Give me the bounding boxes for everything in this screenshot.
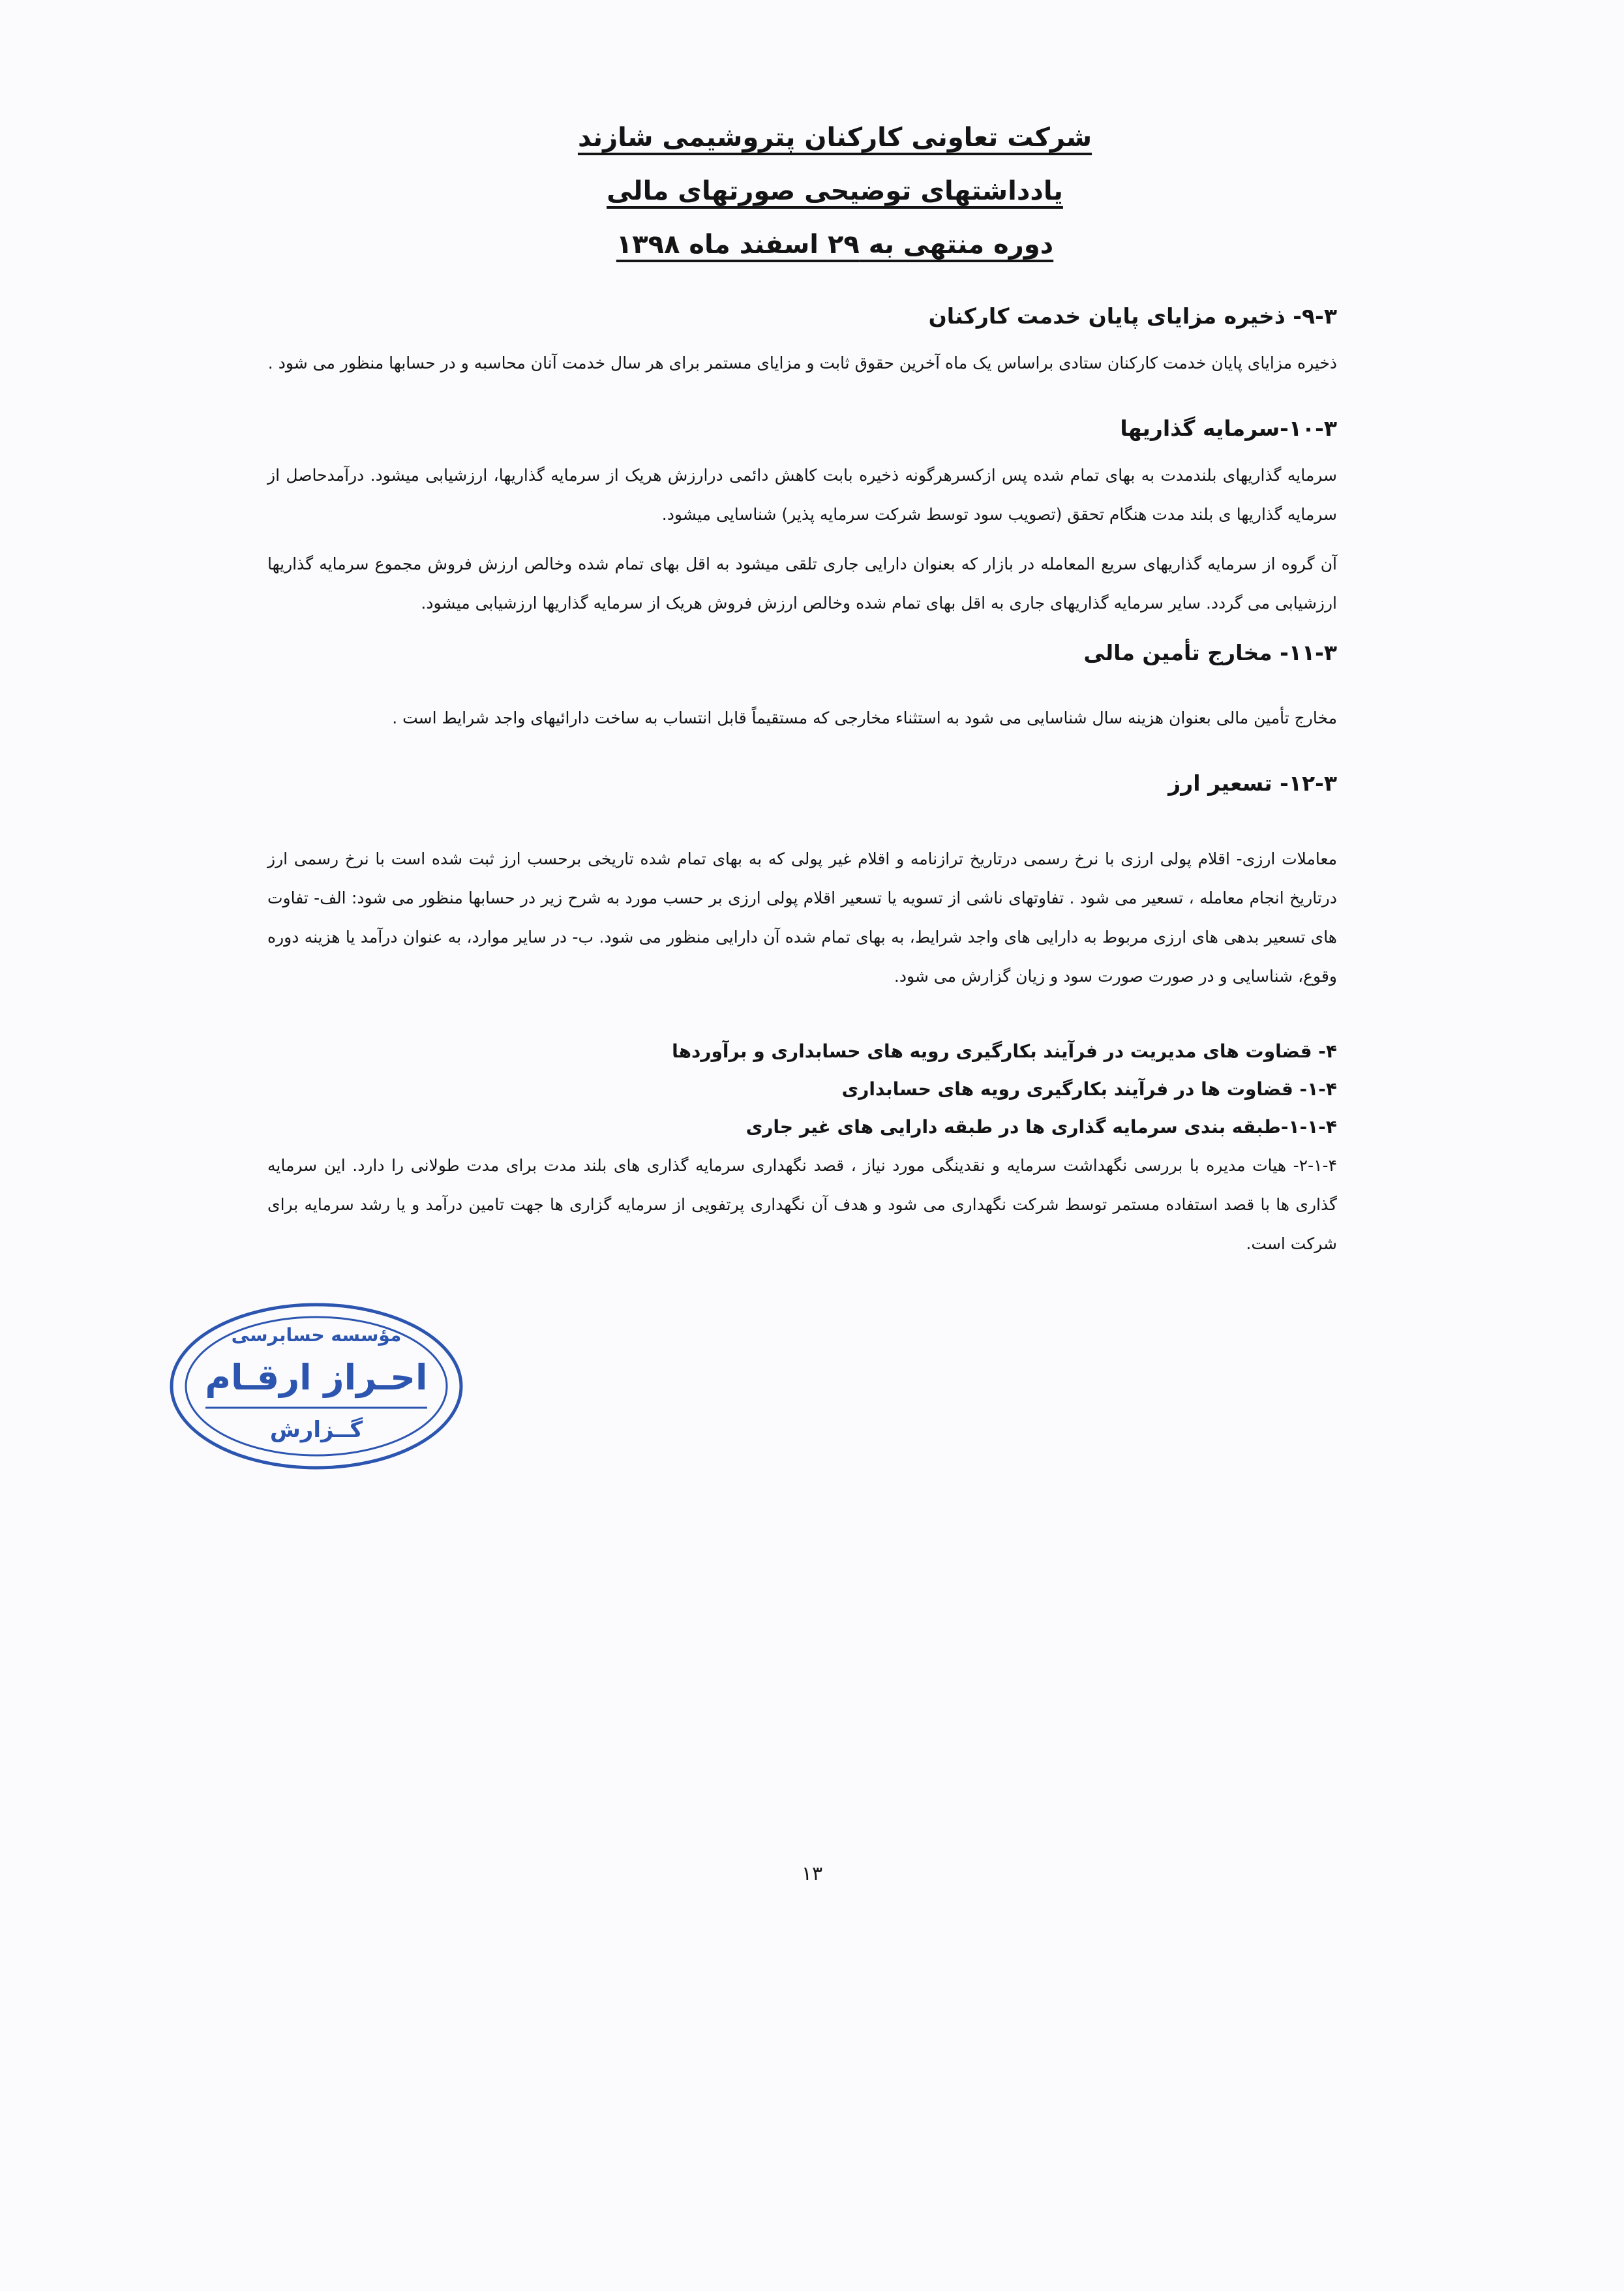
paragraph-11-3: مخارج تأمین مالی بعنوان هزینه سال شناسایی می شود به استثناء مخارجی که مستقیماً قابل انتساب به ساخت دارائیهای واجد شرایط است .: [392, 708, 1337, 727]
paragraph-9-3: ذخیره مزایای پایان خدمت کارکنان ستادی براساس یک ماه آخرین حقوق ثابت و مزایای مستمر برای هر سال خدمت آنان محاسبه و در حسابها منظور می شود .: [267, 354, 1337, 372]
paragraph-10-3-a: سرمایه گذاریهای بلندمدت به بهای تمام شده پس ازکسرهرگونه ذخیره بابت کاهش دائمی درارزش هریک از سرمایه گذاریها، ارزشیابی میشود. درآمدحاصل از سرمایه گذاریها ی بلند مدت هنگام تحقق (تصویب سود توسط شرکت سرمایه پذیر) شناسایی میشود.: [267, 466, 1337, 524]
section-heading-9-3: ۹-۳- ذخیره مزایای پایان خدمت کارکنان: [928, 303, 1337, 329]
report-title: یادداشتهای توضیحی صورتهای مالی: [607, 176, 1063, 206]
document-body: [267, 297, 1337, 1274]
section-heading-10-3: ۱۰-۳-سرمایه گذاریها: [1120, 416, 1337, 441]
stamp-line-1: مؤسسه حسابرسی: [231, 1324, 402, 1346]
section-heading-11-3: ۱۱-۳- مخارج تأمین مالی: [1083, 640, 1337, 665]
paragraph-10-3-b: آن گروه از سرمایه گذاریهای سریع المعامله در بازار که بعنوان دارایی جاری تلقی میشود به اقل بهای تمام شده وخالص ارزش فروش مجموع سرمایه گذاریها ارزشیابی می گردد. سایر سرمایه گذاریهای جاری به اقل بهای تمام شده وخالص ارزش فروش هریک از سرمایه گذاریها ارزشیابی میشود.: [267, 554, 1337, 613]
paragraph-12-3: معاملات ارزی- اقلام پولی ارزی با نرخ رسمی درتاریخ ترازنامه و اقلام غیر پولی که به بهای تمام شده تاریخی برحسب ارز ثبت شده است با نرخ رسمی ارز درتاریخ انجام معامله ، تسعیر می شود . تفاوتهای ناشی از تسویه یا تسعیر اقلام پولی ارزی بر حسب مورد به شرح زیر در حسابها منظور می شود: الف- تفاوت های تسعیر بدهی های ارزی مربوط به دارایی های واجد شرایط، به بهای تمام شده آن دارایی منظور می شود. ب- در سایر موارد، به عنوان درآمد یا هزینه دوره وقوع، شناسایی و در صورت صورت سود و زیان گزارش می شود.: [267, 849, 1337, 986]
section-heading-4-1-1: ۱-۱-۴-طبقه بندی سرمایه گذاری ها در طبقه دارایی های غیر جاری: [745, 1116, 1337, 1138]
period-title: دوره منتهی به ۲۹ اسفند ماه ۱۳۹۸: [616, 230, 1054, 260]
stamp-line-3: گــزارش: [269, 1417, 363, 1443]
auditor-stamp: [166, 1298, 466, 1474]
stamp-line-2: احـراز ارقـام: [205, 1357, 428, 1398]
section-heading-12-3: ۱۲-۳- تسعیر ارز: [1168, 770, 1337, 796]
page-number: ۱۳: [801, 1862, 823, 1885]
company-title: شرکت تعاونی کارکنان پتروشیمی شازند: [577, 123, 1092, 153]
section-heading-4: ۴- قضاوت های مدیریت در فرآیند بکارگیری رویه های حسابداری و برآوردها: [672, 1040, 1337, 1062]
paragraph-4-1-2: ۲-۱-۴- هیات مدیره با بررسی نگهداشت سرمایه و نقدینگی مورد نیاز ، قصد نگهداری سرمایه گذاری های بلند مدت برای مدت طولانی را دارد. این سرمایه گذاری ها با قصد استفاده مستمر توسط شرکت نگهداری می شود و هدف آن نگهداری پرتفویی از سرمایه گزاری ها جهت تامین درآمد و یا رشد سرمایه برای شرکت است.: [267, 1156, 1337, 1253]
document-header: [457, 111, 1213, 271]
section-heading-4-1: ۱-۴- قضاوت ها در فرآیند بکارگیری رویه های حسابداری: [841, 1078, 1337, 1100]
